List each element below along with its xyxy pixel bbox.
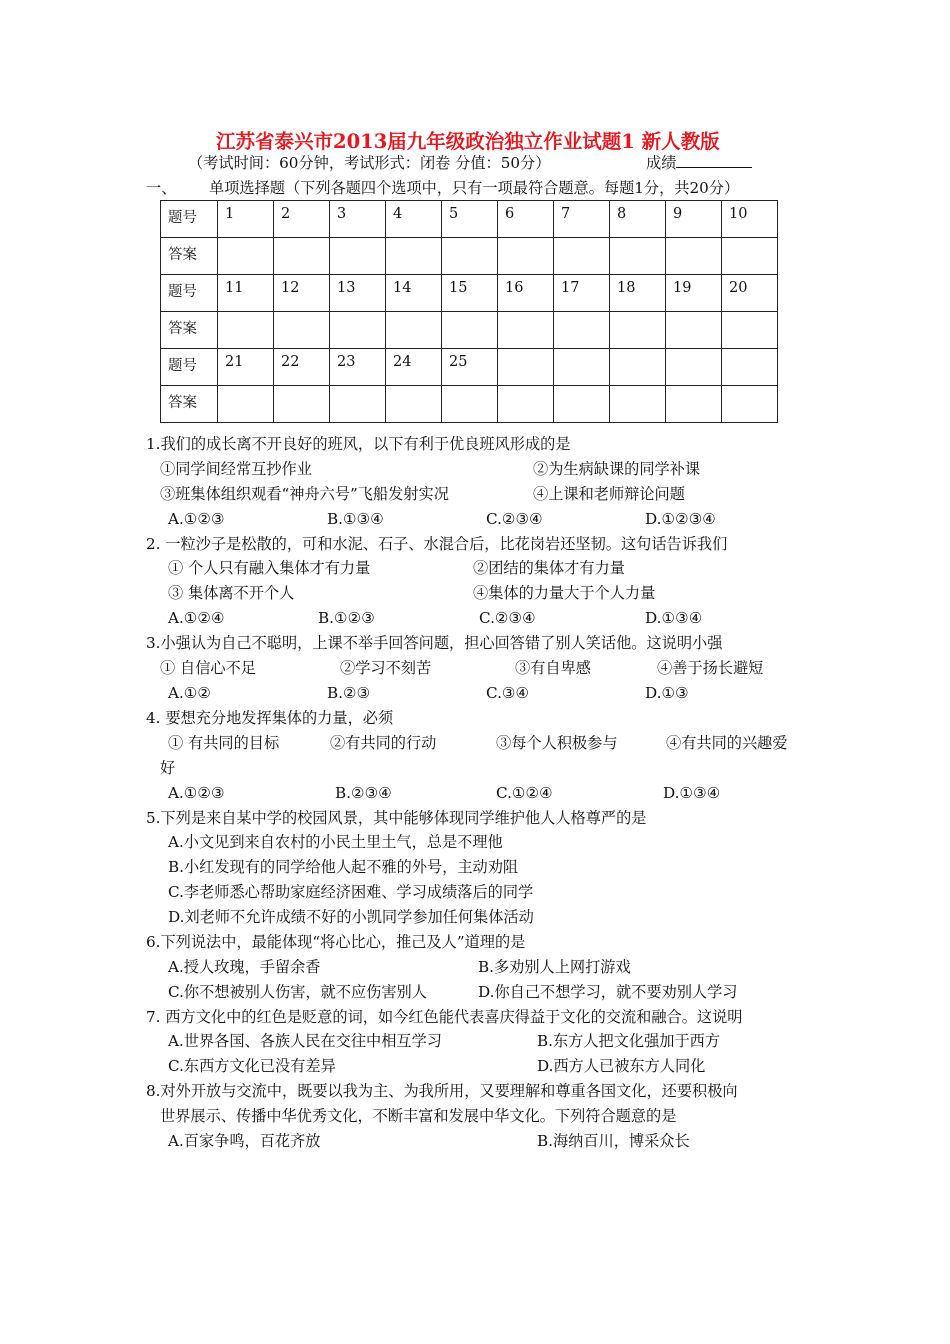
- question-5-stem: 5.下列是来自某中学的校园风景，其中能够体现同学维护他人人格尊严的是: [146, 809, 647, 827]
- question-2-option[interactable]: D.①③④: [645, 609, 703, 627]
- table-row: [161, 386, 778, 423]
- question-2-item: ②团结的集体才有力量: [473, 559, 625, 577]
- question-7-option[interactable]: C.东西方文化已没有差异: [168, 1057, 336, 1075]
- answer-cell[interactable]: [386, 312, 442, 349]
- table-header-cell: 答案: [161, 312, 218, 349]
- page-title: 江苏省泰兴市2013届九年级政治独立作业试题1 新人教版: [216, 130, 720, 153]
- question-1-item: ②为生病缺课的同学补课: [533, 460, 701, 478]
- table-cell: 16: [498, 275, 554, 312]
- table-cell: 15: [442, 275, 498, 312]
- answer-cell[interactable]: [218, 386, 274, 423]
- question-1-option[interactable]: D.①②③④: [645, 510, 716, 528]
- answer-cell[interactable]: [610, 238, 666, 275]
- answer-cell[interactable]: [442, 312, 498, 349]
- answer-cell[interactable]: [666, 238, 722, 275]
- question-4-option[interactable]: B.②③④: [335, 784, 392, 802]
- table-cell: 13: [330, 275, 386, 312]
- answer-cell[interactable]: [274, 312, 330, 349]
- question-4-item: ④有共同的兴趣爱: [666, 734, 788, 752]
- question-3-option[interactable]: B.②③: [327, 684, 371, 702]
- section-heading: 单项选择题（下列各题四个选项中，只有一项最符合题意。每题1分，共20分）: [209, 179, 740, 197]
- table-cell: [610, 349, 666, 386]
- table-cell: 6: [498, 201, 554, 238]
- question-3-item: ③有自卑感: [515, 659, 591, 677]
- question-4-stem: 4. 要想充分地发挥集体的力量，必须: [146, 709, 394, 727]
- answer-cell[interactable]: [666, 312, 722, 349]
- question-3-item: ②学习不刻苦: [340, 659, 432, 677]
- table-cell: 19: [666, 275, 722, 312]
- table-cell: 3: [330, 201, 386, 238]
- table-cell: 23: [330, 349, 386, 386]
- question-1-option[interactable]: B.①③④: [327, 510, 384, 528]
- answer-cell[interactable]: [666, 386, 722, 423]
- answer-cell[interactable]: [722, 238, 778, 275]
- table-header-cell: 题号: [161, 349, 218, 386]
- answer-cell[interactable]: [218, 238, 274, 275]
- question-6-stem: 6.下列说法中，最能体现“将心比心，推己及人”道理的是: [146, 933, 526, 951]
- question-3-option[interactable]: D.①③: [645, 684, 689, 702]
- table-cell: [722, 349, 778, 386]
- answer-cell[interactable]: [722, 312, 778, 349]
- table-row: [161, 349, 778, 386]
- answer-cell[interactable]: [498, 238, 554, 275]
- table-cell: 2: [274, 201, 330, 238]
- table-cell: [498, 349, 554, 386]
- answer-cell[interactable]: [722, 386, 778, 423]
- question-1-item: ①同学间经常互抄作业: [160, 460, 312, 478]
- question-3-stem: 3.小强认为自己不聪明，上课不举手回答问题，担心回答错了别人笑话他。这说明小强: [146, 634, 723, 652]
- table-cell: 22: [274, 349, 330, 386]
- table-cell: 24: [386, 349, 442, 386]
- table-cell: 10: [722, 201, 778, 238]
- answer-cell[interactable]: [386, 386, 442, 423]
- table-cell: [666, 349, 722, 386]
- score-field: [646, 152, 752, 174]
- table-cell: 5: [442, 201, 498, 238]
- answer-cell[interactable]: [554, 312, 610, 349]
- question-4-option[interactable]: D.①③④: [663, 784, 721, 802]
- question-3-item: ④善于扬长避短: [657, 659, 764, 677]
- question-7-option[interactable]: D.西方人已被东方人同化: [537, 1057, 706, 1075]
- question-1-option[interactable]: C.②③④: [486, 510, 543, 528]
- table-cell: 4: [386, 201, 442, 238]
- question-5-option[interactable]: B.小红发现有的同学给他人起不雅的外号，主动劝阻: [168, 858, 519, 876]
- table-cell: 8: [610, 201, 666, 238]
- table-header-cell: 题号: [161, 275, 218, 312]
- table-header-cell: 答案: [161, 386, 218, 423]
- question-4-item: ① 有共同的目标: [168, 734, 280, 752]
- answer-cell[interactable]: [554, 386, 610, 423]
- table-cell: 14: [386, 275, 442, 312]
- section-number: 一、: [146, 179, 177, 197]
- table-cell: 9: [666, 201, 722, 238]
- table-cell: 17: [554, 275, 610, 312]
- question-5-option[interactable]: C.李老师悉心帮助家庭经济困难、学习成绩落后的同学: [168, 883, 534, 901]
- table-cell: [554, 349, 610, 386]
- question-4-option[interactable]: C.①②④: [496, 784, 553, 802]
- table-cell: 20: [722, 275, 778, 312]
- question-8-option[interactable]: B.海纳百川，博采众长: [537, 1132, 690, 1150]
- question-2-option[interactable]: C.②③④: [479, 609, 536, 627]
- question-1-item: ③班集体组织观看“神舟六号”飞船发射实况: [160, 485, 449, 503]
- question-3-option[interactable]: C.③④: [486, 684, 530, 702]
- question-6-option[interactable]: B.多劝别人上网打游戏: [478, 958, 631, 976]
- table-row: [161, 312, 778, 349]
- question-4-item: ②有共同的行动: [330, 734, 437, 752]
- table-cell: 25: [442, 349, 498, 386]
- question-3-option[interactable]: A.①②: [168, 684, 212, 702]
- answer-cell[interactable]: [442, 386, 498, 423]
- answer-cell[interactable]: [442, 238, 498, 275]
- question-8-option[interactable]: A.百家争鸣，百花齐放: [168, 1132, 321, 1150]
- answer-cell[interactable]: [610, 386, 666, 423]
- table-cell: 21: [218, 349, 274, 386]
- question-2-item: ④集体的力量大于个人力量: [473, 584, 656, 602]
- question-1-stem: 1.我们的成长离不开良好的班风，以下有利于优良班风形成的是: [146, 435, 571, 453]
- question-4-option[interactable]: A.①②③: [168, 784, 225, 802]
- table-cell: 12: [274, 275, 330, 312]
- question-6-option[interactable]: C.你不想被别人伤害，就不应伤害别人: [168, 983, 427, 1001]
- question-2-option[interactable]: B.①②③: [318, 609, 375, 627]
- table-cell: 7: [554, 201, 610, 238]
- answer-cell[interactable]: [274, 238, 330, 275]
- question-5-option[interactable]: A.小文见到来自农村的小民土里土气，总是不理他: [168, 833, 503, 851]
- answer-cell[interactable]: [610, 312, 666, 349]
- table-header-cell: 题号: [161, 201, 218, 238]
- question-2-item: ③ 集体离不开个人: [168, 584, 295, 602]
- score-blank: [676, 152, 752, 168]
- question-2-stem: 2. 一粒沙子是松散的，可和水泥、石子、水混合后，比花岗岩还坚韧。这句话告诉我们: [146, 535, 728, 553]
- answer-cell[interactable]: [330, 312, 386, 349]
- table-header-cell: 答案: [161, 238, 218, 275]
- score-label: 成绩: [646, 154, 677, 172]
- question-8-stem-wrap: 世界展示、传播中华优秀文化，不断丰富和发展中华文化。下列符合题意的是: [160, 1107, 677, 1125]
- answer-cell[interactable]: [498, 386, 554, 423]
- question-3-item: ① 自信心不足: [160, 659, 256, 677]
- answer-cell[interactable]: [330, 386, 386, 423]
- table-cell: 1: [218, 201, 274, 238]
- question-7-option[interactable]: B.东方人把文化强加于西方: [537, 1032, 721, 1050]
- answer-table: [160, 200, 778, 423]
- question-4-item: ③每个人积极参与: [496, 734, 618, 752]
- question-4-item-wrap: 好: [160, 759, 176, 777]
- table-row: [161, 275, 778, 312]
- question-1-option[interactable]: A.①②③: [168, 510, 225, 528]
- table-cell: 11: [218, 275, 274, 312]
- question-5-option[interactable]: D.刘老师不允许成绩不好的小凯同学参加任何集体活动: [168, 908, 534, 926]
- answer-cell[interactable]: [274, 386, 330, 423]
- question-2-option[interactable]: A.①②④: [168, 609, 225, 627]
- question-2-item: ① 个人只有融入集体才有力量: [168, 559, 371, 577]
- answer-cell[interactable]: [386, 238, 442, 275]
- table-cell: 18: [610, 275, 666, 312]
- question-7-stem: 7. 西方文化中的红色是贬意的词，如今红色能代表喜庆得益于文化的交流和融合。这说明: [146, 1008, 743, 1026]
- table-row: [161, 238, 778, 275]
- question-1-item: ④上课和老师辩论问题: [533, 485, 685, 503]
- question-6-option[interactable]: D.你自己不想学习，就不要劝别人学习: [478, 983, 738, 1001]
- question-7-option[interactable]: A.世界各国、各族人民在交往中相互学习: [168, 1032, 442, 1050]
- answer-cell[interactable]: [498, 312, 554, 349]
- table-row: [161, 201, 778, 238]
- question-6-option[interactable]: A.授人玫瑰，手留余香: [168, 958, 321, 976]
- answer-cell[interactable]: [218, 312, 274, 349]
- exam-info: （考试时间：60分钟，考试形式：闭卷 分值：50分）: [188, 154, 551, 172]
- answer-cell[interactable]: [330, 238, 386, 275]
- answer-cell[interactable]: [554, 238, 610, 275]
- question-8-stem: 8.对外开放与交流中，既要以我为主、为我所用，又要理解和尊重各国文化，还要积极向: [146, 1082, 738, 1100]
